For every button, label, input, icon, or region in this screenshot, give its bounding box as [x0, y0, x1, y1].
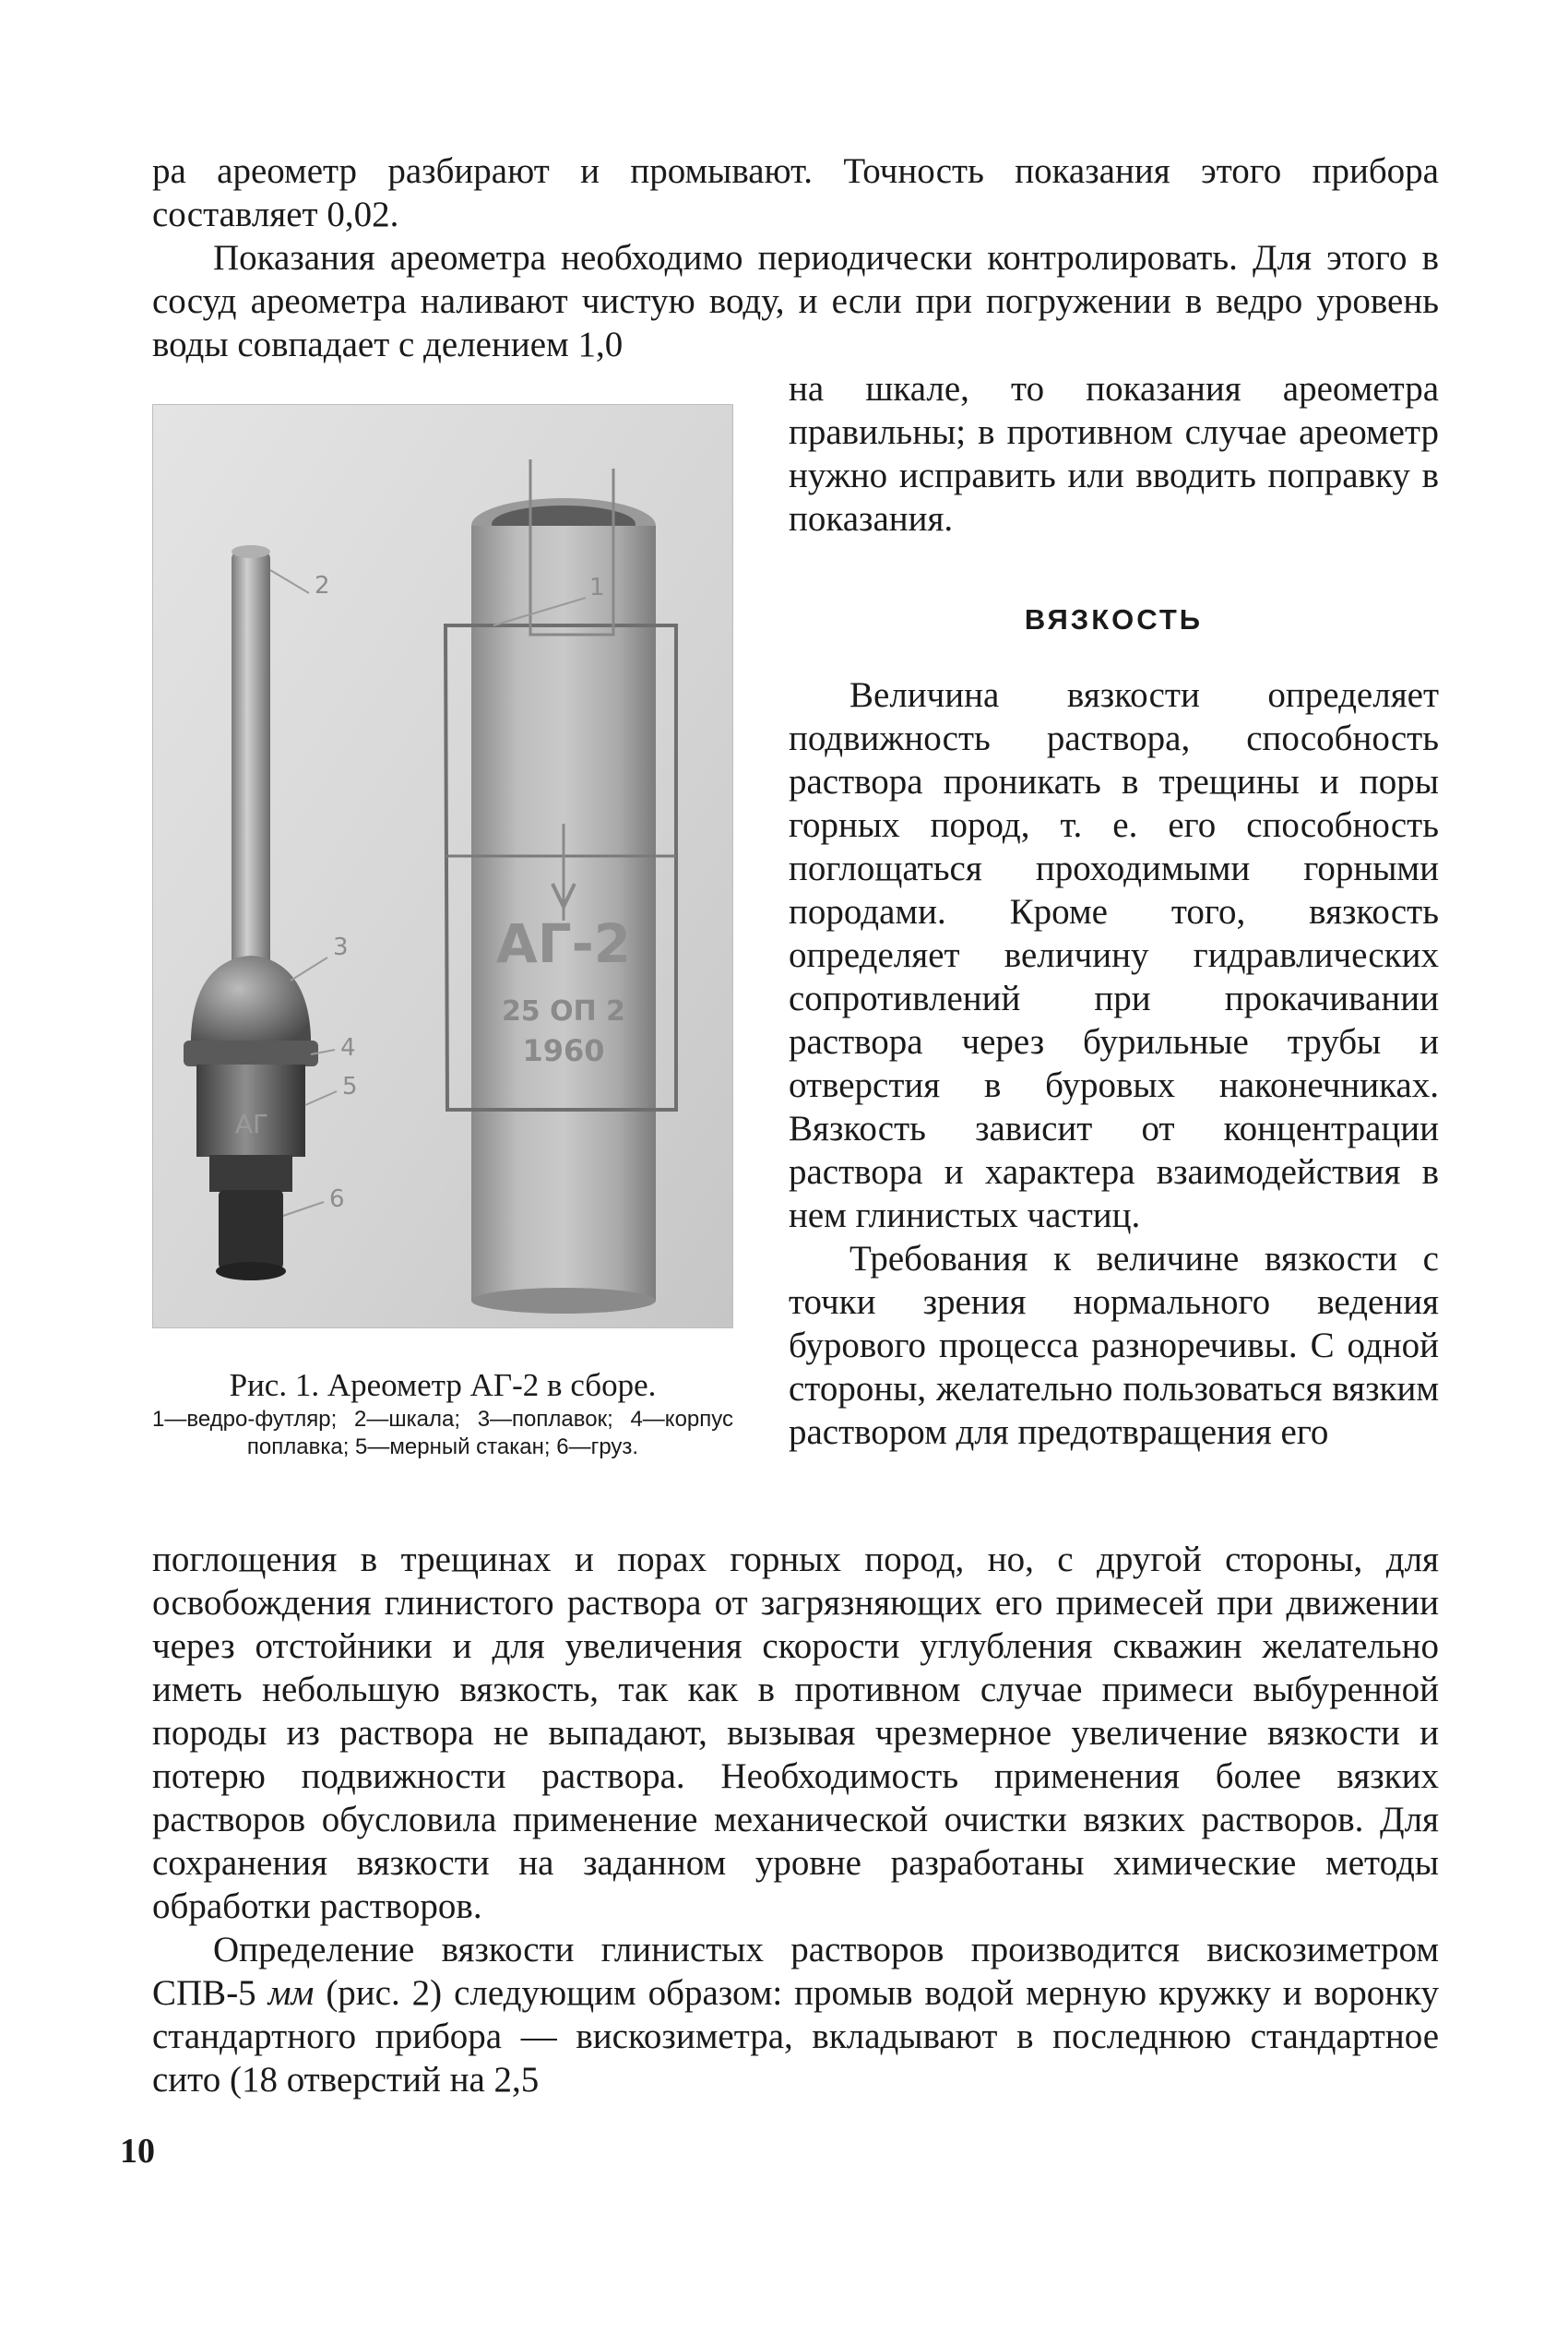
right-column-viscosity — [789, 673, 1439, 1454]
top-text-block — [152, 149, 1439, 366]
paragraph-hydrometer-check: Показания ареометра необходимо периодически контролировать. Для этого в сосуд ареометра наливают чистую воду, и если при погружении в ведро уровень воды совпадает с делением 1,0 — [152, 238, 1439, 364]
figure-caption — [152, 1365, 733, 1461]
paragraph-viscosity-requirements-cont: поглощения в трещинах и порах горных пород, но, с другой стороны, для освобождения глинистого раствора от загрязняющих его примесей при движении через отстойники и для увеличения скорости углубления скважин желательно иметь небольшую вязкость, так как в противном случае примеси выбуренной породы из раствора не выпадают, вызывая чрезмерное увеличение вязкости и потерю подвижности раствора. Необходимость применения более вязких растворов обусловила применение механической очистки вязких растворов. Для сохранения вязкости на заданном уровне разработаны химические методы обработки растворов. — [152, 1540, 1439, 1926]
procedure-text-rest: (рис. 2) следующим образом: промыв водой мерную кружку и воронку стандартного прибора — вискозиметра, вкладывают в последнюю стандартное сито (18 отверстий на 2,5 — [152, 1973, 1439, 2100]
callout-3: 3 — [333, 934, 349, 961]
section-heading: ВЯЗКОСТЬ — [1024, 603, 1204, 636]
procedure-text-start: Определение вязкости глинистых растворов производится вискозиметром СПВ-5 — [152, 1930, 1439, 2013]
svg-text:АГ: АГ — [234, 1109, 269, 1139]
hydrometer-photo — [152, 404, 733, 1328]
callout-1: 1 — [589, 574, 605, 601]
callout-6: 6 — [329, 1185, 345, 1213]
paragraph-continuation: ра ареометр разбирают и промывают. Точность показания этого прибора составляет 0,02. — [152, 151, 1439, 234]
figure-caption-legend: 1—ведро-футляр; 2—шкала; 3—поплавок; 4—корпус поплавка; 5—мерный стакан; 6—груз. — [152, 1407, 733, 1459]
case-bucket — [445, 459, 676, 1314]
paragraph-viscometer-procedure — [152, 1928, 1439, 2101]
float-body — [184, 1041, 318, 1066]
can-label-model: АГ-2 — [495, 912, 632, 975]
page-number: 10 — [120, 2132, 155, 2171]
right-column-text — [789, 367, 1439, 541]
callout-2: 2 — [315, 572, 330, 600]
bottom-text-block — [152, 1538, 1439, 2101]
figure-caption-title: Рис. 1. Ареометр АГ-2 в сборе. — [229, 1367, 657, 1403]
can-label-year: 1960 — [522, 1033, 605, 1068]
paragraph-hydrometer-check-cont: на шкале, то показания ареометра правильны; в противном случае ареометр нужно исправить или вводить поправку в показания. — [789, 369, 1439, 539]
callout-5: 5 — [342, 1073, 358, 1101]
scale-rod — [232, 550, 270, 983]
callout-4: 4 — [340, 1034, 356, 1062]
procedure-unit: мм — [267, 1973, 315, 2013]
paragraph-viscosity-definition: Величина вязкости определяет подвижность раствора, способность раствора проникать в трещины и поры горных пород, т. е. его способность поглощаться проходимыми горными породами. Кроме того, вязкость определяет величину гидравлических сопротивлений при прокачивании раствора через бурильные трубы и отверстия в буровых наконечниках. Вязкость зависит от концентрации раствора и характера взаимодействия в нем глинистых частиц. — [789, 675, 1439, 1235]
paragraph-viscosity-requirements: Требования к величине вязкости с точки зрения нормального ведения бурового процесса разноречивы. С одной стороны, желательно пользоваться вязким раствором для предотвращения его — [789, 1239, 1439, 1452]
weight — [219, 1190, 283, 1269]
can-label-serial: 25 ОП 2 — [501, 995, 626, 1028]
